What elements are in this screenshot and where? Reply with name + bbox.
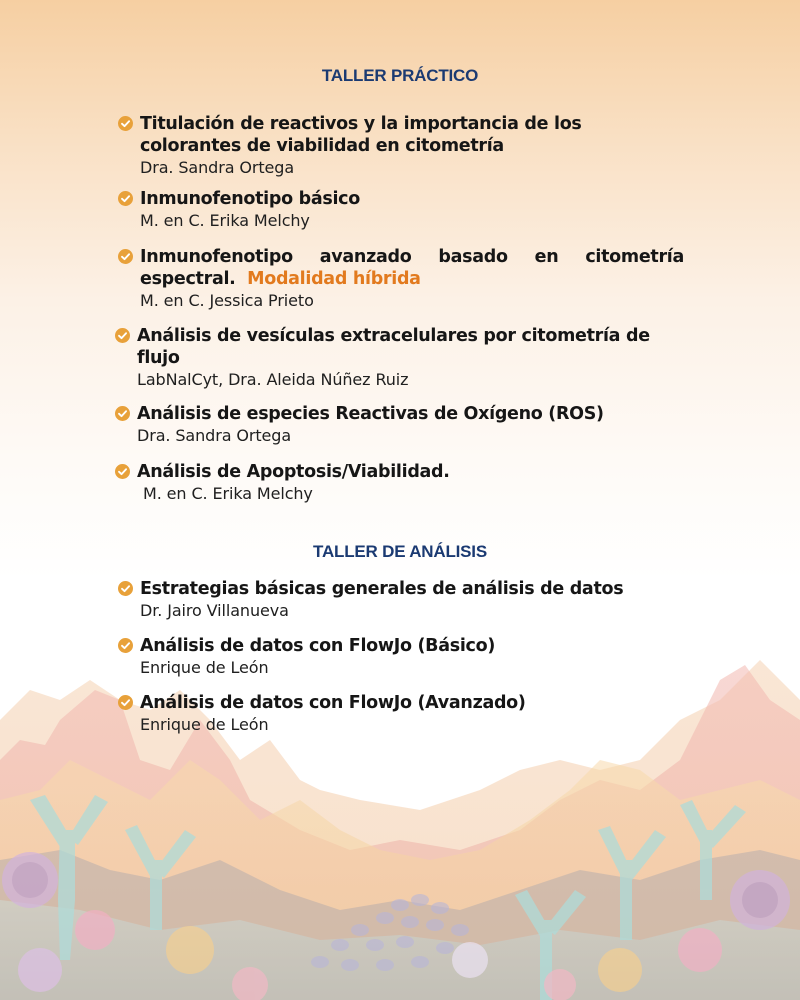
speaker-name: Enrique de León <box>140 715 269 734</box>
list-item <box>137 325 677 391</box>
speaker-name: LabNalCyt, Dra. Aleida Núñez Ruiz <box>137 370 409 389</box>
speaker-name: M. en C. Jessica Prieto <box>140 291 314 310</box>
workshop-title: Inmunofenotipo básico <box>140 189 360 209</box>
section-heading-taller-analisis: TALLER DE ANÁLISIS <box>313 542 487 561</box>
workshop-title: Análisis de datos con FlowJo (Básico) <box>140 636 496 656</box>
workshop-title <box>140 246 684 290</box>
section-heading-taller-practico: TALLER PRÁCTICO <box>321 66 479 85</box>
check-circle-icon <box>118 191 133 206</box>
list-item <box>140 188 600 232</box>
speaker-name: Dra. Sandra Ortega <box>137 426 292 445</box>
list-item <box>140 113 600 179</box>
list-item <box>140 578 660 622</box>
workshop-title: Análisis de especies Reactivas de Oxígeno (ROS) <box>137 404 604 424</box>
hybrid-modality-label: Modalidad híbrida <box>247 269 421 289</box>
workshop-title-text: Inmunofenotipo avanzado basado en citometría espectral. <box>140 247 684 289</box>
check-circle-icon <box>118 249 133 264</box>
speaker-name: Dra. Sandra Ortega <box>140 158 295 177</box>
check-circle-icon <box>118 638 133 653</box>
speaker-name: Dr. Jairo Villanueva <box>140 601 289 620</box>
workshop-title: Titulación de reactivos y la importancia de los colorantes de viabilidad en citometría <box>140 114 582 156</box>
workshop-title: Análisis de Apoptosis/Viabilidad. <box>137 462 450 482</box>
check-circle-icon <box>118 695 133 710</box>
list-item <box>140 692 660 736</box>
speaker-name: Enrique de León <box>140 658 269 677</box>
list-item <box>137 403 657 447</box>
check-circle-icon <box>115 406 130 421</box>
check-circle-icon <box>115 464 130 479</box>
workshop-title: Estrategias básicas generales de análisis de datos <box>140 579 624 599</box>
list-item <box>137 461 657 505</box>
check-circle-icon <box>118 116 133 131</box>
list-item <box>140 246 684 312</box>
workshop-title: Análisis de datos con FlowJo (Avanzado) <box>140 693 526 713</box>
list-item <box>140 635 660 679</box>
speaker-name: M. en C. Erika Melchy <box>143 484 313 503</box>
check-circle-icon <box>118 581 133 596</box>
workshop-title: Análisis de vesículas extracelulares por citometría de flujo <box>137 326 650 368</box>
speaker-name: M. en C. Erika Melchy <box>140 211 310 230</box>
check-circle-icon <box>115 328 130 343</box>
